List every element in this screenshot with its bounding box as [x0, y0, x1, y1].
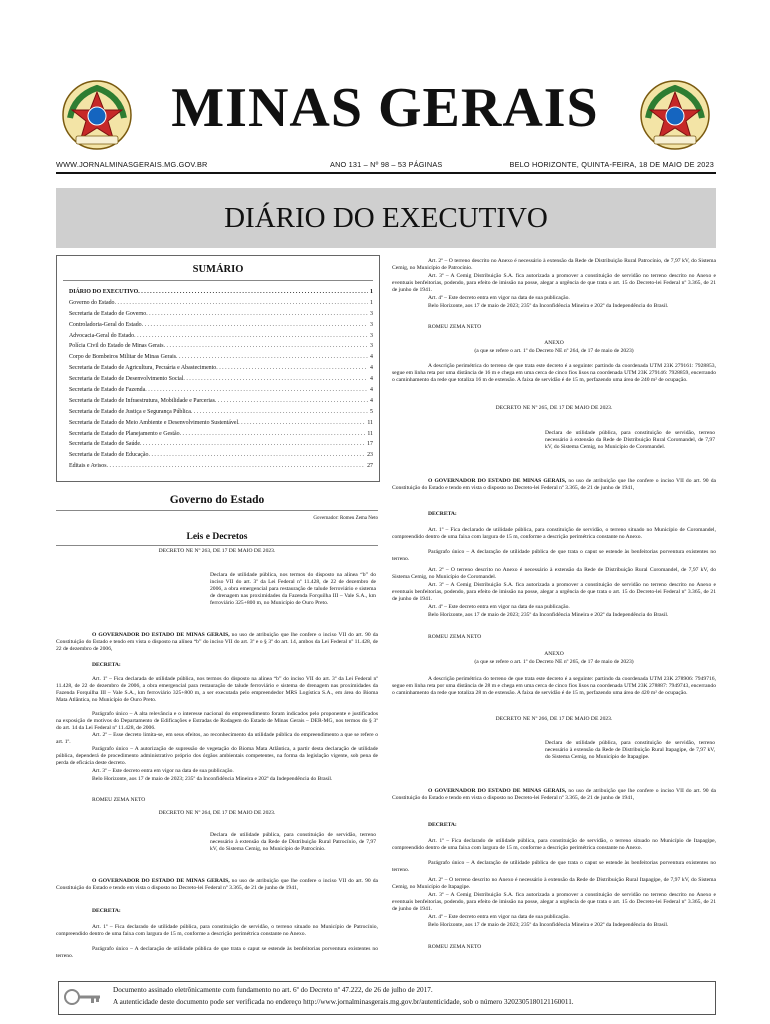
decree-preamble: [56, 632, 378, 653]
summary-item-page: 11: [367, 419, 373, 426]
governor-caps: O GOVERNADOR DO ESTADO DE MINAS GERAIS,: [92, 632, 230, 638]
summary-item[interactable]: [69, 341, 373, 352]
summary-item[interactable]: [69, 450, 373, 461]
summary-item-label: Corpo de Bombeiros Militar de Minas Gerais: [69, 354, 176, 361]
article-text: Art. 2º – O terreno descrito no Anexo é necessário à extensão da Rede de Distribuição Rural Itapagipe, de 7,97 kV, do Sistema Cemig, no Município de Itapagipe.: [392, 877, 716, 891]
summary-item-page: 11: [367, 430, 373, 437]
decree-heading: DECRETO NE Nº 264, DE 17 DE MAIO DE 2023.: [158, 810, 276, 816]
summary-item-label: Secretaria de Estado de Infraestrutura, Mobilidade e Parcerias: [69, 397, 215, 404]
leader-dots: [176, 352, 368, 363]
summary-item[interactable]: [69, 298, 373, 309]
decree-preamble: [56, 878, 378, 892]
annex-description: A descrição perimétrica do terreno de que trata este decreto é a seguinte: partindo da coordenada UTM 23K 279161: 7928853, segue em linha reta por uma distância de 16 m e chega em uma cerca de cinco fios lisos na coordenada UTM 23K 279146: 7928859, encerrando o caminhamento da rede que totaliza 16 m de extensão. A faixa de servidão é de 15 m, perfazendo uma área de 240 m² de ocupação.: [392, 363, 716, 384]
leader-dots: [107, 461, 366, 472]
summary-item[interactable]: [69, 461, 373, 472]
summary-item[interactable]: [69, 429, 373, 440]
signature: ROMEU ZEMA NETO: [92, 797, 146, 803]
leader-dots: [146, 309, 368, 320]
signing-place: Belo Horizonte, aos 17 de maio de 2023; 235º da Inconfidência Mineira e 202º da Independência do Brasil.: [428, 303, 669, 309]
article-text: Art. 3º – Este decreto entra em vigor na data de sua publicação.: [92, 768, 234, 774]
summary-item[interactable]: [69, 418, 373, 429]
decree-heading: DECRETO NE Nº 266, DE 17 DE MAIO DE 2023.: [495, 716, 613, 722]
signature: ROMEU ZEMA NETO: [428, 324, 482, 330]
summary-item-page: 4: [370, 387, 373, 394]
summary-item-page: 27: [367, 463, 373, 470]
article-text: Parágrafo único – A declaração de utilidade pública de que trata o caput se estende às benfeitorias porventura existentes no terreno.: [392, 860, 716, 874]
preamble-text: no uso de atribuição que lhe confere o inciso VII do art. 90 da Constituição do Estado e tendo em vista o disposto no Decreto-lei Federal nº 3.365, de 21 de junho de 1941,: [392, 478, 716, 492]
preamble-text: no uso de atribuição que lhe confere o inciso VII do art. 90 da Constituição do Estado e tendo em vista o disposto no Decreto-lei Federal nº 3.365, de 21 de junho de 1941,: [56, 878, 378, 892]
summary-item-page: 3: [370, 310, 373, 317]
article-text: Art. 2º – Esse decreto limita-se, em seus efeitos, ao reconhecimento da utilidade pública do empreendimento a que se refere o art. 1º.: [56, 732, 378, 746]
summary-item[interactable]: [69, 396, 373, 407]
summary-item-page: 23: [367, 452, 373, 459]
leader-dots: [183, 374, 368, 385]
article-text: Parágrafo único – A autorização de supressão de vegetação do Bioma Mata Atlântica, a partir desta declaração de utilidade pública, dependerá de procedimento administrativo próprio dos órgãos ambientais competentes, na forma da legislação vigente, sob pena de perda de eficácia deste decreto.: [56, 746, 378, 767]
signing-place: Belo Horizonte, aos 17 de maio de 2023; 235º da Inconfidência Mineira e 202º da Independência do Brasil.: [428, 612, 669, 618]
leader-dots: [134, 331, 368, 342]
decreta-label: DECRETA:: [92, 908, 121, 914]
summary-item-label: Controladoria-Geral do Estado: [69, 321, 142, 328]
signing-place: Belo Horizonte, aos 17 de maio de 2023; 235º da Inconfidência Mineira e 202º da Independência do Brasil.: [92, 776, 333, 782]
summary-item[interactable]: [69, 363, 373, 374]
footer-line: Documento assinado eletrônicamente com fundamento no art. 6º do Decreto nº 47.222, de 26 de julho de 2017.: [113, 986, 433, 994]
footer-text: [113, 984, 574, 1008]
leader-dots: [216, 363, 368, 374]
decree-ementa: Declara de utilidade pública, para constituição de servidão, terreno necessário à extensão da Rede de Distribuição Rural Coromandel, de 7,97 kV, do Sistema Cemig, no Município de Coromandel.: [545, 430, 715, 451]
section-banner: DIÁRIO DO EXECUTIVO: [56, 188, 716, 248]
divider: [56, 545, 378, 546]
summary-item-page: 3: [370, 332, 373, 339]
article-text: Art. 3º – A Cemig Distribuição S.A. fica autorizada a promover a constituição de servidão no terreno descrito no Anexo e eventuais benfeitorias, podendo, para efeito de imissão na posse, alegar a urgência de que trata o art. 15 do Decreto-lei Federal nº 3.365, de 21 de junho de 1941.: [392, 582, 716, 603]
decreta-label: DECRETA:: [92, 662, 121, 668]
article-text: Art. 4º – Este decreto entra em vigor na data de sua publicação.: [428, 295, 570, 301]
annex-ref: (a que se refere o art. 1º do Decreto NE nº 264, de 17 de maio de 2023): [474, 348, 634, 354]
article-text: Art. 3º – A Cemig Distribuição S.A. fica autorizada a promover a constituição de servidão no terreno descrito no Anexo e eventuais benfeitorias, podendo, para efeito de imissão na posse, alegar a urgência de que trata o art. 15 do Decreto-lei Federal nº 3.365, de 21 de junho de 1941.: [392, 273, 716, 294]
leader-dots: [191, 407, 368, 418]
summary-item[interactable]: [69, 407, 373, 418]
website-link[interactable]: WWW.JORNALMINASGERAIS.MG.GOV.BR: [56, 160, 208, 169]
summary-item-label: Secretaria de Estado de Planejamento e Gestão: [69, 430, 180, 437]
summary-item[interactable]: [69, 352, 373, 363]
governor-caps: O GOVERNADOR DO ESTADO DE MINAS GERAIS,: [428, 788, 567, 794]
summary-item-label: Secretaria de Estado de Governo: [69, 310, 147, 317]
summary-item-label: Secretaria de Estado de Agricultura, Pecuária e Abastecimento: [69, 365, 217, 372]
edition-info: ANO 131 – Nº 98 – 53 PÁGINAS: [330, 160, 443, 169]
summary-item-label: Advocacia-Geral do Estado: [69, 332, 135, 339]
summary-item-page: 4: [370, 397, 373, 404]
decreta-label: DECRETA:: [428, 511, 457, 517]
summary-item[interactable]: [69, 331, 373, 342]
summary-item-page: 1: [370, 299, 373, 306]
signing-place: Belo Horizonte, aos 17 de maio de 2023; 235º da Inconfidência Mineira e 202º da Independência do Brasil.: [428, 922, 669, 928]
summary-item[interactable]: [69, 309, 373, 320]
section-title: Governo do Estado: [169, 494, 265, 506]
leader-dots: [142, 320, 368, 331]
summary-title: SUMÁRIO: [192, 264, 244, 275]
article-text: Art. 1º – Fica declarado de utilidade pública, para constituição de servidão, o terreno situado no Município de Itapagipe, compreendido dentro de uma faixa com largura de 15 m, conforme a descrição perimétrica constante no Anexo.: [392, 838, 716, 852]
article-text: Parágrafo único – A declaração de utilidade pública de que trata o caput se estende às benfeitorias porventura existentes no terreno.: [392, 549, 716, 563]
summary-item-label: Secretaria de Estado de Meio Ambiente e Desenvolvimento Sustentável: [69, 419, 239, 426]
summary-item[interactable]: [69, 287, 373, 298]
summary-rule: [63, 280, 373, 281]
summary-item[interactable]: [69, 374, 373, 385]
decree-ementa: Declara de utilidade pública, para constituição de servidão, terreno necessário à extensão da Rede de Distribuição Rural Patrocínio, de 7,97 kV, do Sistema Cemig, no Município de Patrocínio.: [210, 832, 376, 853]
article-text: Art. 2º – O terreno descrito no Anexo é necessário à extensão da Rede de Distribuição Rural Patrocínio, de 7,97 kV, do Sistema Cemig, no Município de Patrocínio.: [392, 258, 716, 272]
governor-line: Governador: Romeu Zema Neto: [313, 516, 378, 521]
decree-preamble: [392, 788, 716, 802]
article-text: Parágrafo único – A declaração de utilidade pública de que trata o caput se estende às benfeitorias porventura existentes no terreno.: [56, 946, 378, 960]
summary-item-label: Secretaria de Estado de Desenvolvimento Social: [69, 376, 184, 383]
summary-list: [69, 287, 373, 472]
summary-item-page: 4: [370, 376, 373, 383]
leader-dots: [215, 396, 368, 407]
annex-ref: (a que se refere o art. 1º do Decreto NE nº 265, de 17 de maio de 2023): [474, 659, 634, 665]
summary-item-label: Editais e Avisos: [69, 463, 107, 470]
article-text: Art. 3º – A Cemig Distribuição S.A. fica autorizada a promover a constituição de servidão no terreno descrito no Anexo e eventuais benfeitorias, podendo, para efeito de imissão na posse, alegar a urgência de que trata o art. 15 do Decreto-lei Federal nº 3.365, de 21 de junho de 1941.: [392, 892, 716, 913]
summary-item-page: 4: [370, 365, 373, 372]
leader-dots: [148, 450, 365, 461]
summary-item-page: 17: [367, 441, 373, 448]
summary-item[interactable]: [69, 320, 373, 331]
summary-item-page: 1: [370, 289, 373, 295]
preamble-text: no uso de atribuição que lhe confere o inciso VII do art. 90 da Constituição do Estado e tendo em vista o disposto na alínea “b” do inciso VII do art. 3º e o § 3º do art. 14, ambos da Lei Federal nº 11.428, de 22 de dezembro de 2006,: [56, 632, 378, 653]
summary-item-label: Secretaria de Estado de Saúde: [69, 441, 140, 448]
authentication-footer: [58, 981, 716, 1015]
summary-item-page: 5: [370, 408, 373, 415]
decree-heading: DECRETO NE Nº 263, DE 17 DE MAIO DE 2023.: [158, 548, 276, 554]
summary-item-page: 4: [370, 354, 373, 361]
leader-dots: [145, 385, 368, 396]
summary-item-label: Secretaria de Estado de Educação: [69, 452, 149, 459]
place-date: BELO HORIZONTE, QUINTA-FEIRA, 18 DE MAIO DE 2023: [509, 160, 714, 169]
summary-item[interactable]: [69, 385, 373, 396]
article-text: Art. 4º – Este decreto entra em vigor na data de sua publicação.: [428, 604, 570, 610]
preamble-text: no uso de atribuição que lhe confere o inciso VII do art. 90 da Constituição do Estado e tendo em vista o disposto no Decreto-lei Federal nº 3.365, de 21 de junho de 1941,: [392, 788, 716, 802]
summary-item-label: Governo do Estado: [69, 299, 115, 306]
governor-caps: O GOVERNADOR DO ESTADO DE MINAS GERAIS,: [92, 878, 230, 884]
leader-dots: [138, 287, 368, 298]
article-text: Art. 2º – O terreno descrito no Anexo é necessário à extensão da Rede de Distribuição Rural Coromandel, de 7,97 kV, do Sistema Cemig, no Município de Coromandel.: [392, 567, 716, 581]
signature: ROMEU ZEMA NETO: [428, 634, 482, 640]
article-text: Art. 1º – Fica declarado de utilidade pública, para constituição de servidão, o terreno situado no Município de Coromandel, compreendido dentro de uma faixa com largura de 15 m, conforme a descrição perimétrica constante no Anexo.: [392, 527, 716, 541]
summary-item-label: DIÁRIO DO EXECUTIVO: [69, 289, 139, 295]
leader-dots: [238, 418, 365, 429]
decree-heading: DECRETO NE Nº 265, DE 17 DE MAIO DE 2023.: [495, 405, 613, 411]
decree-ementa: Declara de utilidade pública, nos termos do disposto na alínea “b” do inciso VII do art. 3º da Lei Federal nº 11.428, de 22 de dezembro de 2006, a obra emergencial para restauração de talude ferroviário e sistema de drenagem nas proximidades da Fazenda Forquilha III – Vale S.A., km ferroviário 325+800 m, no Município de Ouro Preto.: [210, 572, 376, 607]
leader-dots: [164, 341, 368, 352]
summary-item-label: Secretaria de Estado de Fazenda: [69, 387, 146, 394]
article-text: Art. 4º – Este decreto entra em vigor na data de sua publicação.: [428, 914, 570, 920]
summary-item-page: 3: [370, 321, 373, 328]
annex-title: ANEXO: [544, 651, 564, 657]
article-text: Art. 1º – Fica declarada de utilidade pública, nos termos do disposto na alínea “b” do inciso VII do art. 3º da Lei Federal nº 11.428, de 22 de dezembro de 2006, a obra emergencial para restauração de talude ferroviário e sistema de drenagem nas proximidades da Fazenda Forquilha III – Vale S.A., km ferroviário 325+800 m, a ser executada pelo empreendedor MRS Logística S.A., em área do Bioma Mata Atlântica, no Município de Ouro Preto.: [56, 676, 378, 704]
signature: ROMEU ZEMA NETO: [428, 944, 482, 950]
leader-dots: [140, 439, 365, 450]
article-text: Art. 1º – Fica declarado de utilidade pública, para constituição de servidão, o terreno situado no Município de Patrocínio, compreendido dentro de uma faixa com largura de 15 m, conforme a descrição perimétrica constante no Anexo.: [56, 924, 378, 938]
leader-dots: [180, 429, 366, 440]
decree-preamble: [392, 478, 716, 492]
decree-ementa: Declara de utilidade pública, para constituição de servidão, terreno necessário à extensão da Rede de Distribuição Rural Itapagipe, de 7,97 kV, do Sistema Cemig, no Município de Itapagipe.: [545, 740, 715, 761]
summary-item-label: Secretaria de Estado de Justiça e Segurança Pública: [69, 408, 191, 415]
summary-item[interactable]: [69, 439, 373, 450]
decreta-label: DECRETA:: [428, 822, 457, 828]
leader-dots: [114, 298, 368, 309]
divider: [56, 510, 378, 511]
annex-title: ANEXO: [544, 340, 564, 346]
subsection-title: Leis e Decretos: [186, 532, 248, 542]
key-icon: [63, 986, 103, 1008]
masthead-title: MINAS GERAIS: [171, 77, 599, 139]
article-text: Parágrafo único – A alta relevância e o interesse nacional do empreendimento foram indicados pelo proponente e justificados na exposição de motivos do Departamento de Edificações e Estradas de Rodagem do Estado de Minas Gerais – DER-MG, nos termos do § 3º do art. 14 da Lei Federal nº 11.428, de 2006.: [56, 711, 378, 732]
masthead-rule: [56, 172, 716, 174]
summary-box: [56, 255, 380, 482]
footer-line[interactable]: A autenticidade deste documento pode ser verificada no endereço http://www.jornalminasgerais.mg.gov.br/autenticidade, sob o número 3202305180121160011.: [113, 998, 574, 1006]
summary-item-label: Polícia Civil do Estado de Minas Gerais: [69, 343, 164, 350]
summary-item-page: 3: [370, 343, 373, 350]
annex-description: A descrição perimétrica do terreno de que trata este decreto é a seguinte: partindo da coordenada UTM 23K 278906: 7949716, segue em linha reta por uma distância de 28 m e chega em uma cerca de cinco fios lisos na coordenada UTM 23K 278887: 7949743, encerrando o caminhamento da rede que totaliza 28 m de extensão. A faixa de servidão é de 15 m, perfazendo uma área de 420 m² de ocupação.: [392, 676, 716, 697]
governor-caps: O GOVERNADOR DO ESTADO DE MINAS GERAIS,: [428, 478, 567, 484]
